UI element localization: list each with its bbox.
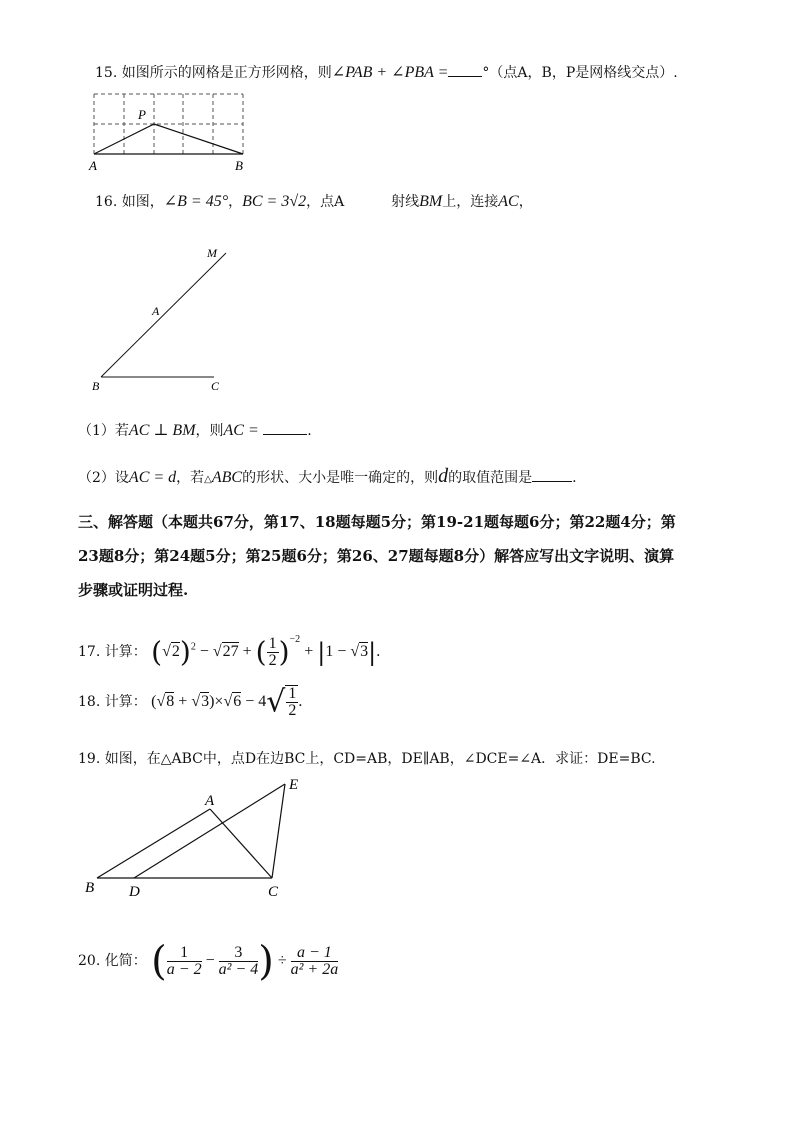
q18-sqrt6: 6 bbox=[233, 693, 242, 710]
q16-part2-prefix: （2）设 bbox=[78, 470, 129, 486]
q16-ray-figure bbox=[88, 243, 238, 393]
q17-abs-inner: 1 − bbox=[325, 643, 347, 660]
q18-close-times: )× bbox=[209, 693, 224, 710]
q16-part2-blank[interactable] bbox=[532, 467, 572, 482]
q16-cond2: BC = 3√2 bbox=[242, 193, 307, 210]
q19-label-c: C bbox=[268, 884, 279, 900]
q15-grid-figure bbox=[88, 88, 258, 178]
q19-triangle-figure bbox=[82, 772, 322, 902]
q16-part1-cond: AC ⊥ BM bbox=[128, 422, 196, 439]
q16-on-text: 上，连接 bbox=[442, 194, 499, 210]
q15-text-after: °（点A，B，P是网格线交点）. bbox=[482, 65, 678, 81]
q18-frac-num: 1 bbox=[288, 685, 297, 703]
q20-minus: − bbox=[205, 952, 215, 969]
q16-part2-mid: ，若 bbox=[176, 470, 205, 486]
q20-f2-num: 3 bbox=[219, 945, 259, 962]
q16-end: ， bbox=[518, 194, 533, 210]
q20-expression: 20. 化简： ( $\frac{1}{a - 2}$ − $\frac{3}{\text{a² − 4}}$ ) ÷ $\frac{a - 1}{\text{a² + 2a}}$ bbox=[78, 938, 339, 985]
q16-cond1: ∠B = 45° bbox=[163, 193, 229, 210]
q16-part2-text: 的形状、大小是唯一确定的，则 bbox=[242, 470, 439, 486]
q16-part1-expr: AC = bbox=[223, 422, 259, 439]
q15-text bbox=[95, 62, 678, 83]
q16-label-c: C bbox=[211, 379, 220, 393]
q16-part2-end: . bbox=[572, 470, 577, 486]
q19-label-d: D bbox=[129, 884, 140, 900]
q18-expression: 18. 计算： (√8 + √3)×√6 − 4√ $\frac{1}{2}$ . bbox=[78, 684, 303, 720]
q16-seg: AC bbox=[498, 193, 519, 210]
q18-minus4: − 4 bbox=[245, 693, 267, 710]
q17-label: 计算： bbox=[104, 644, 147, 660]
q18-frac-den: 2 bbox=[288, 702, 297, 720]
q18-open: ( bbox=[151, 693, 157, 710]
q18-sqrt8: 8 bbox=[166, 693, 175, 710]
q19-label-a: A bbox=[205, 793, 215, 809]
q15-answer-blank[interactable] bbox=[448, 62, 482, 77]
q19-statement: 如图，在△ABC中，点D在边BC上，CD=AB，DE∥AB，∠DCE=∠A．求证：DE=BC. bbox=[104, 751, 656, 767]
q16-sep2: ，点A bbox=[306, 194, 345, 210]
q16-part1-end: . bbox=[307, 423, 312, 439]
q15-expr: ∠PAB + ∠PBA = bbox=[331, 64, 449, 81]
q17-frac-num: 1 bbox=[268, 634, 277, 652]
q16-sep1: ， bbox=[228, 194, 243, 210]
q16-label-m: M bbox=[207, 246, 217, 260]
q15-label-p: P bbox=[138, 107, 146, 122]
q16-part2 bbox=[78, 466, 577, 490]
q16-part1-blank[interactable] bbox=[263, 420, 307, 435]
q16-label-a: A bbox=[152, 304, 160, 318]
q15-label-b: B bbox=[235, 158, 243, 173]
q16-part2-tri: ABC bbox=[211, 469, 243, 486]
q18-label: 计算： bbox=[104, 694, 147, 710]
q19-label-b: B bbox=[85, 880, 95, 896]
section3-line2: 23题8分；第24题5分；第25题6分；第26、27题每题8分）解答应写出文字说明、演算 bbox=[78, 547, 675, 565]
q17-expression: 17. 计算： $(√2)^2 - √27$ + ( $\frac{1}{2}$ )$^{-2}$ + |1 − √3|. bbox=[78, 634, 381, 669]
q17-sqrt27: 27 bbox=[222, 643, 239, 660]
q19-number: 19. bbox=[78, 751, 101, 767]
q20-f1-den: a − 2 bbox=[166, 960, 202, 978]
q15-label-a: A bbox=[89, 158, 97, 173]
q16-part1 bbox=[78, 420, 312, 441]
q17-minus: − bbox=[199, 643, 209, 660]
q17-exp2: 2 bbox=[190, 641, 196, 653]
q19-text bbox=[78, 749, 656, 769]
q16-part2-end-text: 的取值范围是 bbox=[448, 470, 533, 486]
q17-expm2: −2 bbox=[289, 634, 301, 645]
q19-label-e: E bbox=[289, 777, 299, 793]
q18-plus: + bbox=[178, 693, 188, 710]
q16-ray: BM bbox=[419, 193, 443, 210]
section3-line1: 三、解答题（本题共67分，第17、18题每题5分；第19-21题每题6分；第22题4分；第 bbox=[78, 513, 676, 531]
q15-text-before: 如图所示的网格是正方形网格，则 bbox=[121, 65, 332, 81]
q16-ray-text: 射线 bbox=[391, 194, 420, 210]
q17-number: 17. bbox=[78, 644, 101, 660]
q16-part2-cond: AC = d bbox=[128, 469, 177, 486]
q16-part2-tri-sym: △ bbox=[204, 474, 212, 485]
q20-f2-den: a² − 4 bbox=[218, 960, 259, 978]
q20-label: 化简： bbox=[104, 953, 147, 969]
q17-end: . bbox=[376, 643, 381, 660]
q17-sqrt3: 3 bbox=[360, 643, 369, 660]
q20-div: ÷ bbox=[277, 952, 287, 969]
q20-f3-num: a − 1 bbox=[291, 945, 339, 962]
q17-sqrt2: 2 bbox=[171, 643, 180, 660]
q16-number: 16. bbox=[95, 194, 118, 210]
q18-end: . bbox=[298, 693, 303, 710]
q17-plus: + bbox=[242, 643, 252, 660]
q18-sqrt3: 3 bbox=[201, 693, 210, 710]
q18-number: 18. bbox=[78, 694, 101, 710]
q20-f3-den: a² + 2a bbox=[290, 960, 339, 978]
q16-text bbox=[95, 192, 533, 212]
q20-number: 20. bbox=[78, 953, 101, 969]
q17-plus2: + bbox=[304, 643, 314, 660]
q17-frac-den: 2 bbox=[268, 651, 277, 669]
q20-f1-num: 1 bbox=[167, 945, 202, 962]
q16-part2-var: d bbox=[438, 465, 449, 487]
q16-part1-mid: ，则 bbox=[195, 423, 224, 439]
q16-intro: 如图， bbox=[121, 194, 164, 210]
q16-part1-prefix: （1）若 bbox=[78, 423, 129, 439]
section3-line3: 步骤或证明过程. bbox=[78, 581, 189, 599]
q16-label-b: B bbox=[92, 379, 100, 393]
q15-number: 15. bbox=[95, 65, 118, 81]
